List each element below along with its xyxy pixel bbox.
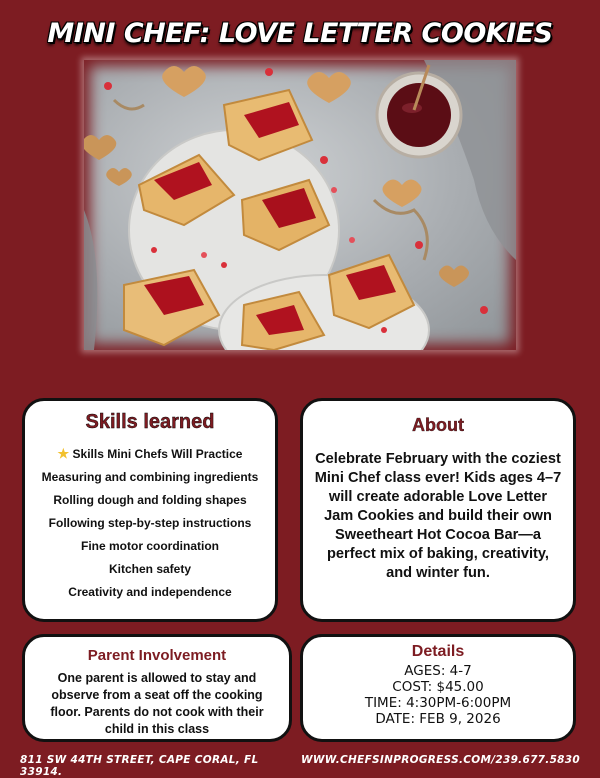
skills-intro <box>25 442 275 466</box>
details-ages: AGES: 4-7 <box>404 663 472 679</box>
details-cost: COST: $45.00 <box>392 679 484 695</box>
list-item: Measuring and combining ingredients <box>41 470 259 484</box>
cookie-photo <box>84 60 516 350</box>
details-card <box>300 634 576 742</box>
page-title: MINI CHEF: LOVE LETTER COOKIES <box>47 18 553 49</box>
skills-card <box>22 398 278 622</box>
skills-list <box>25 442 275 604</box>
star-icon: ★ <box>57 446 70 461</box>
list-item: Kitchen safety <box>108 562 192 576</box>
parent-body: One parent is allowed to stay and observe from a seat off the cooking floor. Parents do not cook with their child in this class <box>50 671 264 736</box>
parent-card <box>22 634 292 742</box>
list-item: Following step-by-step instructions <box>48 516 252 530</box>
about-body: Celebrate February with the coziest Mini Chef class ever! Kids ages 4–7 will create adorable Love Letter Jam Cookies and build their own Sweetheart Hot Cocoa Bar—a perfect mix of baking, creativity, and winter fun. <box>314 451 562 581</box>
footer <box>0 754 600 778</box>
list-item: Creativity and independence <box>68 585 232 599</box>
list-item: Rolling dough and folding shapes <box>53 493 247 507</box>
skills-heading: Skills learned <box>85 411 215 433</box>
details-heading: Details <box>411 643 465 660</box>
footer-contact: WWW.CHEFSINPROGRESS.COM/239.677.5830 <box>301 754 580 766</box>
about-card <box>300 398 576 622</box>
details-time: TIME: 4:30PM-6:00PM <box>364 695 512 711</box>
skills-intro-text: Skills Mini Chefs Will Practice <box>72 447 243 461</box>
about-heading: About <box>412 415 464 435</box>
list-item: Fine motor coordination <box>81 539 219 553</box>
cookie-illustration <box>84 60 516 350</box>
parent-heading: Parent Involvement <box>87 647 227 664</box>
footer-address: 811 SW 44TH STREET, CAPE CORAL, FL 33914. <box>20 754 259 778</box>
details-date: DATE: FEB 9, 2026 <box>375 711 501 727</box>
